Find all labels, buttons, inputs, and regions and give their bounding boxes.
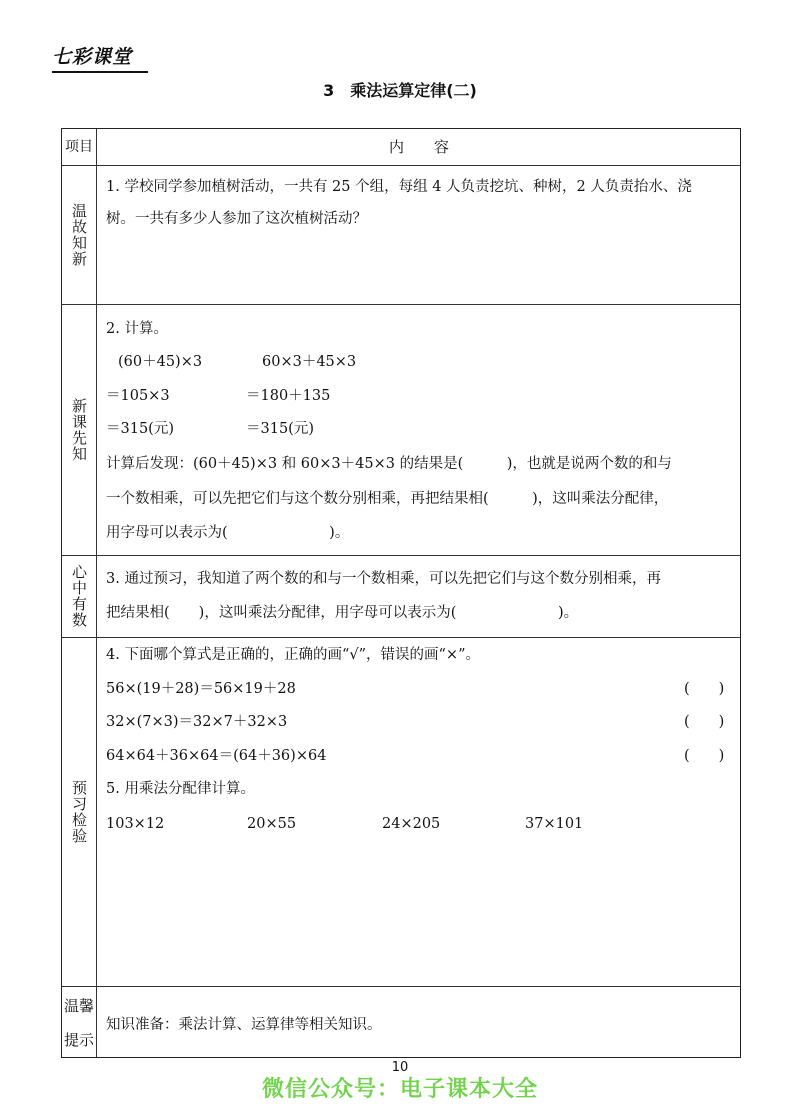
finding-line2: 一个数相乘，可以先把它们与这个数分别相乘，再把结果相( )，这叫乘法分配律， bbox=[106, 491, 669, 507]
logo-underline bbox=[52, 71, 148, 73]
q2-title: 2. 计算。 bbox=[106, 321, 168, 337]
tips-label-line2: 提示 bbox=[63, 1030, 94, 1049]
review-label-text: 温故知新 bbox=[70, 202, 88, 267]
page-title: 3 乘法运算定律(二) bbox=[323, 81, 477, 100]
section-label-review bbox=[62, 165, 96, 304]
q4-answer-blank-2[interactable]: ( ) bbox=[684, 714, 725, 730]
tips-label-line1: 温馨 bbox=[63, 996, 94, 1015]
q5-title: 5. 用乘法分配律计算。 bbox=[106, 781, 255, 797]
q1-line2: 树。一共有多少人参加了这次植树活动？ bbox=[106, 211, 367, 227]
q4-title: 4. 下面哪个算式是正确的，正确的画“√”，错误的画“×”。 bbox=[106, 647, 480, 663]
q4-answer-blank-3[interactable]: ( ) bbox=[684, 748, 725, 764]
q4-expr-2: 32×(7×3)＝32×7＋32×3 bbox=[106, 714, 288, 730]
check-label-text: 预习检验 bbox=[70, 779, 88, 844]
newlesson-label-text: 新课先知 bbox=[70, 397, 88, 462]
header-item-label: 项目 bbox=[65, 139, 93, 155]
calc-right-1: 60×3＋45×3 bbox=[262, 354, 357, 370]
divider-newlesson bbox=[62, 555, 740, 556]
brand-logo: 七彩课堂 bbox=[52, 46, 133, 68]
calc-left-3: ＝315(元) bbox=[106, 421, 174, 437]
divider-check bbox=[62, 986, 740, 987]
tips-content: 知识准备：乘法计算、运算律等相关知识。 bbox=[106, 1017, 382, 1033]
divider-review bbox=[62, 304, 740, 305]
q5-item-2: 20×55 bbox=[247, 816, 297, 832]
q3-line1: 3. 通过预习，我知道了两个数的和与一个数相乘，可以先把它们与这个数分别相乘，再 bbox=[106, 571, 661, 587]
page-number: 10 bbox=[391, 1060, 409, 1075]
finding-line3: 用字母可以表示为( )。 bbox=[106, 525, 350, 541]
q4-expr-3: 64×64＋36×64＝(64＋36)×64 bbox=[106, 748, 327, 764]
q4-answer-blank-1[interactable]: ( ) bbox=[684, 681, 725, 697]
q5-item-3: 24×205 bbox=[382, 816, 441, 832]
q5-item-4: 37×101 bbox=[525, 816, 584, 832]
section-label-newlesson bbox=[62, 304, 96, 555]
calc-left-1: (60＋45)×3 bbox=[118, 354, 203, 370]
finding-line1: 计算后发现：(60＋45)×3 和 60×3＋45×3 的结果是( )，也就是说两个数的和与 bbox=[106, 456, 672, 472]
section-label-reflect bbox=[62, 555, 96, 637]
worksheet-table bbox=[61, 128, 741, 1058]
q3-line2: 把结果相( )，这叫乘法分配律，用字母可以表示为( )。 bbox=[106, 605, 579, 621]
reflect-label-text: 心中有数 bbox=[70, 564, 88, 628]
q5-item-1: 103×12 bbox=[106, 816, 165, 832]
q1-line1: 1. 学校同学参加植树活动，一共有 25 个组，每组 4 人负责挖坑、种树，2 人负责抬水、浇 bbox=[106, 179, 692, 195]
section-label-tips bbox=[62, 986, 96, 1059]
divider-header bbox=[62, 165, 740, 166]
divider-reflect bbox=[62, 637, 740, 638]
calc-left-2: ＝105×3 bbox=[106, 388, 170, 404]
watermark-text: 微信公众号：电子课本大全 bbox=[261, 1077, 538, 1102]
q4-expr-1: 56×(19＋28)＝56×19＋28 bbox=[106, 681, 296, 697]
header-content-label: 内 容 bbox=[388, 138, 449, 156]
column-divider bbox=[96, 129, 97, 1057]
section-label-check bbox=[62, 637, 96, 986]
calc-right-3: ＝315(元) bbox=[246, 421, 314, 437]
calc-right-2: ＝180＋135 bbox=[246, 388, 331, 404]
